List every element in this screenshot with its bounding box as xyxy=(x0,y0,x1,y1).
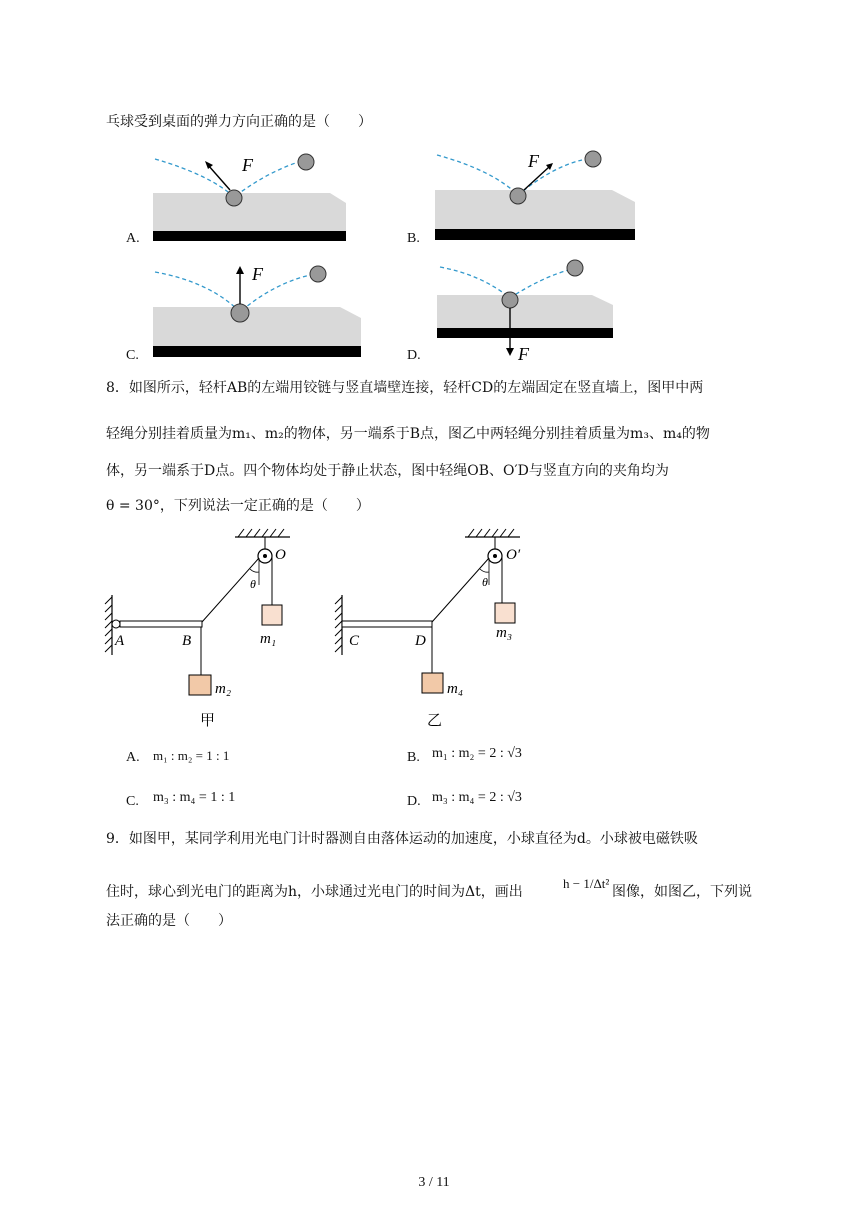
rope-o2d xyxy=(432,558,489,622)
trajectory xyxy=(437,155,582,195)
q8-option-c-text: m₃ : m₄ = 1 : 1 xyxy=(153,790,236,805)
q7-figure-b xyxy=(432,145,642,245)
ball xyxy=(298,154,314,170)
label-o: O xyxy=(275,547,286,563)
q8-option-d-text: m₃ : m₄ = 2 : √3 xyxy=(432,790,522,805)
q9-line-2b: 图像，如图乙，下列说 xyxy=(612,884,752,900)
q9-line-1: 9．如图甲，某同学利用光电门计时器测自由落体运动的加速度，小球直径为d。小球被电磁铁吸 xyxy=(106,831,698,847)
q8-option-b-text: m₁ : m₂ = 2 : √3 xyxy=(432,746,522,761)
force-label: F xyxy=(252,264,263,284)
table-base xyxy=(435,229,635,240)
label-d: D xyxy=(415,633,426,649)
table-base xyxy=(153,346,361,357)
label-b: B xyxy=(182,633,192,649)
q8-option-a-label[interactable]: A. xyxy=(126,750,140,765)
q9-line-3: 法正确的是（ ） xyxy=(106,913,232,929)
table-base xyxy=(437,328,613,338)
q8-line-3: 体，另一端系于D点。四个物体均处于静止状态，图中轻绳OB、O′D与竖直方向的夹角均为 xyxy=(106,463,669,479)
block-m3 xyxy=(495,603,515,623)
rod-ab xyxy=(120,621,202,627)
q8-option-b-label[interactable]: B. xyxy=(407,750,420,765)
table-base xyxy=(153,231,346,241)
q8-option-a-text: m₁ : m₂ = 1 : 1 xyxy=(153,748,230,763)
ball xyxy=(510,188,526,204)
ball xyxy=(231,304,249,322)
q7-figure-c xyxy=(150,260,365,365)
label-yi: 乙 xyxy=(427,711,443,729)
q7-option-b-label[interactable]: B. xyxy=(407,231,420,246)
block-m1 xyxy=(262,605,282,625)
label-c: C xyxy=(349,633,360,649)
q8-option-d-label[interactable]: D. xyxy=(407,794,421,809)
q9-line-2a: 住时，球心到光电门的距离为h，小球通过光电门的时间为Δt，画出 xyxy=(106,884,523,900)
q8-line-1: 8．如图所示，轻杆AB的左端用铰链与竖直墙壁连接，轻杆CD的左端固定在竖直墙上，图甲中两 xyxy=(106,380,704,396)
q7-figure-a xyxy=(150,145,350,245)
q8-option-c-label[interactable]: C. xyxy=(126,794,139,809)
ball xyxy=(226,190,242,206)
label-o2: O′ xyxy=(506,547,521,563)
table-top xyxy=(153,307,361,346)
force-label: F xyxy=(528,151,539,171)
table-top xyxy=(435,190,635,229)
q7-option-a-label[interactable]: A. xyxy=(126,231,140,246)
hinge xyxy=(112,620,120,628)
block-m4 xyxy=(422,673,443,693)
force-arrow xyxy=(208,165,230,190)
table-top xyxy=(153,193,346,231)
q8-line-2: 轻绳分别挂着质量为m₁、m₂的物体，另一端系于B点，图乙中两轻绳分别挂着质量为m₃、m₄的物 xyxy=(106,426,710,442)
force-label: F xyxy=(518,344,529,364)
force-label: F xyxy=(242,155,253,175)
ball xyxy=(567,260,583,276)
q7-figure-d xyxy=(432,255,622,365)
block-m2 xyxy=(189,675,211,695)
ball xyxy=(585,151,601,167)
ball xyxy=(502,292,518,308)
label-m3: m₃ xyxy=(496,625,513,641)
label-theta: θ xyxy=(250,577,256,591)
rod-cd xyxy=(342,621,432,627)
label-jia: 甲 xyxy=(200,711,216,729)
label-m4: m₄ xyxy=(447,681,464,697)
ball xyxy=(310,266,326,282)
table-top xyxy=(437,295,613,328)
q8-line-4: θ = 30°，下列说法一定正确的是（ ） xyxy=(106,498,370,514)
q8-figure-jia xyxy=(100,525,300,730)
q7-option-c-label[interactable]: C. xyxy=(126,348,139,363)
label-a: A xyxy=(115,633,125,649)
label-m1: m₁ xyxy=(260,631,277,647)
q9-formula: h − 1/Δt² xyxy=(563,876,610,891)
q7-stem: 乓球受到桌面的弹力方向正确的是（ ） xyxy=(106,114,372,130)
label-theta: θ xyxy=(482,575,488,589)
page-number: 3 / 11 xyxy=(418,1175,450,1190)
q7-option-d-label[interactable]: D. xyxy=(407,348,421,363)
label-m2: m₂ xyxy=(215,681,232,697)
q8-figure-yi xyxy=(330,525,530,730)
